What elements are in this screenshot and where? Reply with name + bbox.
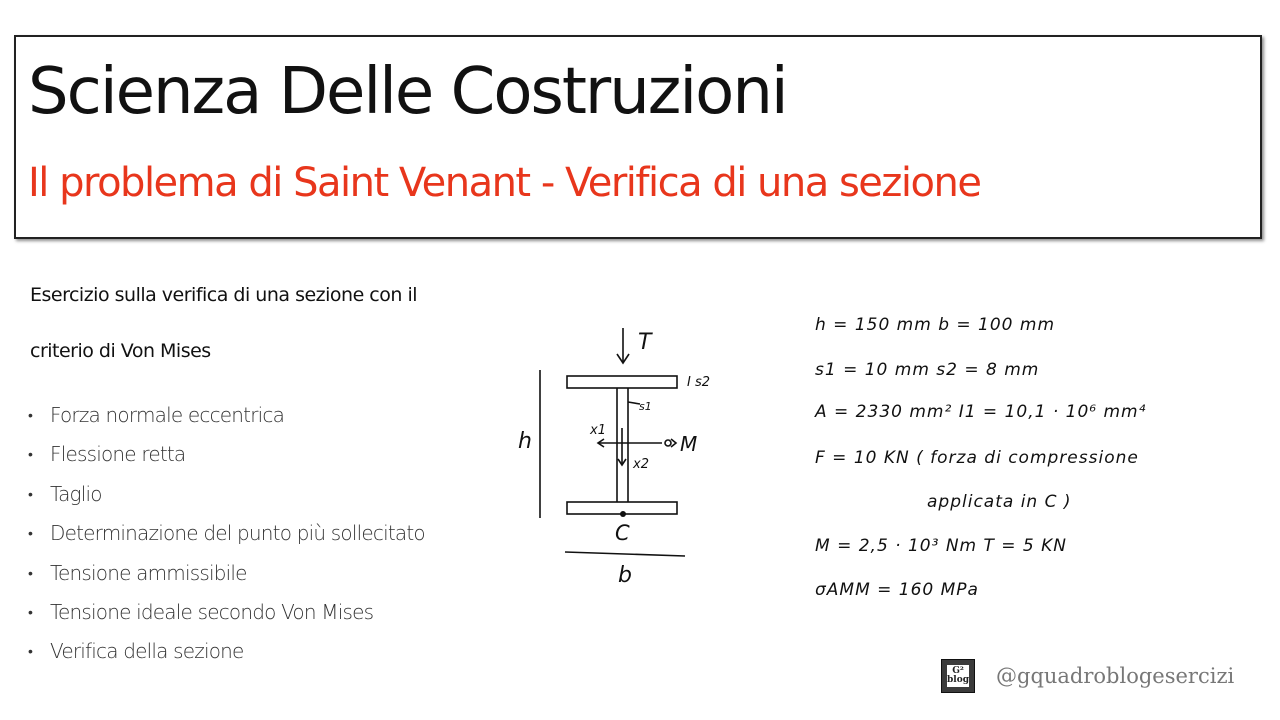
label-M: M — [680, 432, 698, 456]
data-row-force: F = 10 KN ( forza di compressione — [815, 448, 1139, 468]
moment-vector-tail — [665, 440, 671, 446]
topic-list — [24, 403, 425, 679]
data-row-area-inertia: A = 2330 mm² I1 = 10,1 · 10⁶ mm⁴ — [815, 402, 1147, 422]
data-row-h-b: h = 150 mm b = 100 mm — [815, 315, 1056, 335]
topic-item: • Verifica della sezione — [24, 639, 425, 678]
label-I-s2: I s2 — [687, 375, 711, 390]
label-s1: s1 — [639, 400, 652, 413]
data-row-allowable-stress: σAMM = 160 MPa — [815, 580, 979, 600]
channel-handle: @gquadroblogesercizi — [996, 664, 1235, 688]
data-row-moment-shear: M = 2,5 · 10³ Nm T = 5 KN — [815, 536, 1068, 556]
topic-item: • Tensione ammissibile — [24, 561, 425, 600]
data-row-force-cont: applicata in C ) — [927, 492, 1072, 512]
topic-item: • Flessione retta — [24, 442, 425, 481]
topic-item: • Determinazione del punto più sollecitato — [24, 521, 425, 560]
page-title: Scienza Delle Costruzioni — [28, 55, 787, 129]
blog-logo — [941, 659, 975, 693]
blog-logo-mark: G² blog — [947, 666, 970, 685]
top-flange — [567, 376, 677, 388]
label-b: b — [618, 563, 632, 588]
page-subtitle: Il problema di Saint Venant - Verifica di una sezione — [28, 160, 981, 206]
width-dimension-line — [565, 552, 685, 556]
label-x1: x1 — [590, 423, 606, 438]
topic-item: • Tensione ideale secondo Von Mises — [24, 600, 425, 639]
data-row-s1-s2: s1 = 10 mm s2 = 8 mm — [815, 360, 1040, 380]
label-x2: x2 — [633, 457, 649, 472]
label-T: T — [638, 330, 652, 355]
intro-line-1: Esercizio sulla verifica di una sezione con il — [30, 284, 418, 306]
label-C: C — [615, 521, 630, 545]
i-beam-diagram — [500, 320, 760, 595]
label-h: h — [518, 429, 532, 454]
intro-line-2: criterio di Von Mises — [30, 340, 211, 362]
topic-item: • Forza normale eccentrica — [24, 403, 425, 442]
topic-item: • Taglio — [24, 482, 425, 521]
centroid-point-C — [620, 511, 626, 517]
